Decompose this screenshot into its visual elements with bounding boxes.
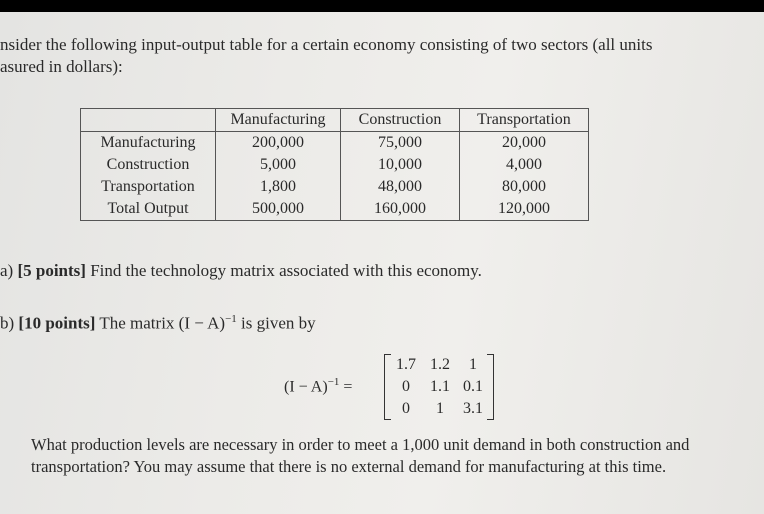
row-label: Construction: [81, 154, 216, 176]
table-row: [81, 198, 589, 221]
matrix-lhs-superscript: −1: [327, 376, 340, 388]
part-a: [0, 261, 482, 281]
part-b-text-before: The matrix (I − A): [99, 313, 226, 333]
intro-text: [0, 34, 764, 78]
part-b: [0, 313, 316, 334]
column-header-transportation: Transportation: [460, 109, 589, 132]
intro-line-2: asured in dollars):: [0, 57, 123, 76]
matrix-equals-sign: =: [339, 378, 353, 396]
matrix-entry: 1: [436, 400, 444, 417]
part-b-points: [10 points]: [18, 313, 96, 333]
matrix-entry: 1.2: [430, 356, 450, 373]
matrix-entry: 1: [469, 356, 477, 373]
part-a-label: a): [0, 261, 14, 280]
table-cell: 5,000: [216, 154, 341, 176]
part-b-superscript: −1: [225, 313, 237, 325]
intro-line-1: nsider the following input-output table for a certain economy consisting of two sectors (all units: [0, 35, 653, 54]
matrix-entry: 0: [402, 378, 410, 395]
table-row: [81, 176, 589, 198]
row-label: Total Output: [81, 198, 216, 221]
matrix-entry: 1.1: [430, 378, 450, 395]
column-header-manufacturing: Manufacturing: [216, 109, 341, 132]
table-cell: 1,800: [216, 176, 341, 198]
matrix-entry: 0.1: [463, 378, 483, 395]
table-cell: 48,000: [341, 176, 460, 198]
table-corner-cell: [81, 109, 216, 132]
table-header-row: [81, 109, 589, 132]
table-cell: 200,000: [216, 132, 341, 155]
part-b-question: What production levels are necessary in order to meet a 1,000 unit demand in both construction and transportation? You may assume that there is no external demand for manufacturing at this time.: [31, 435, 690, 476]
table-cell: 120,000: [460, 198, 589, 221]
matrix-right-bracket: [487, 354, 494, 420]
part-b-text-after: is given by: [236, 313, 316, 333]
row-label: Transportation: [81, 176, 216, 198]
table-row: [81, 132, 589, 155]
input-output-table: [80, 108, 589, 221]
row-label: Manufacturing: [81, 132, 216, 155]
part-a-points: [5 points]: [17, 261, 86, 280]
table-cell: 500,000: [216, 198, 341, 221]
table-cell: 4,000: [460, 154, 589, 176]
document-page: [0, 12, 764, 514]
table-cell: 10,000: [341, 154, 460, 176]
table-cell: 20,000: [460, 132, 589, 155]
table-row: [81, 154, 589, 176]
table-cell: 80,000: [460, 176, 589, 198]
matrix-lhs: [284, 376, 352, 396]
matrix-entry: 0: [402, 400, 410, 417]
matrix-entries: [390, 354, 490, 420]
part-a-text: Find the technology matrix associated with this economy.: [90, 261, 482, 280]
column-header-construction: Construction: [341, 109, 460, 132]
matrix-entry: 3.1: [463, 400, 483, 417]
matrix-entry: 1.7: [396, 356, 416, 373]
table-cell: 75,000: [341, 132, 460, 155]
part-b-label: b): [0, 313, 15, 333]
table-cell: 160,000: [341, 198, 460, 221]
matrix-lhs-text: (I − A): [284, 378, 328, 396]
